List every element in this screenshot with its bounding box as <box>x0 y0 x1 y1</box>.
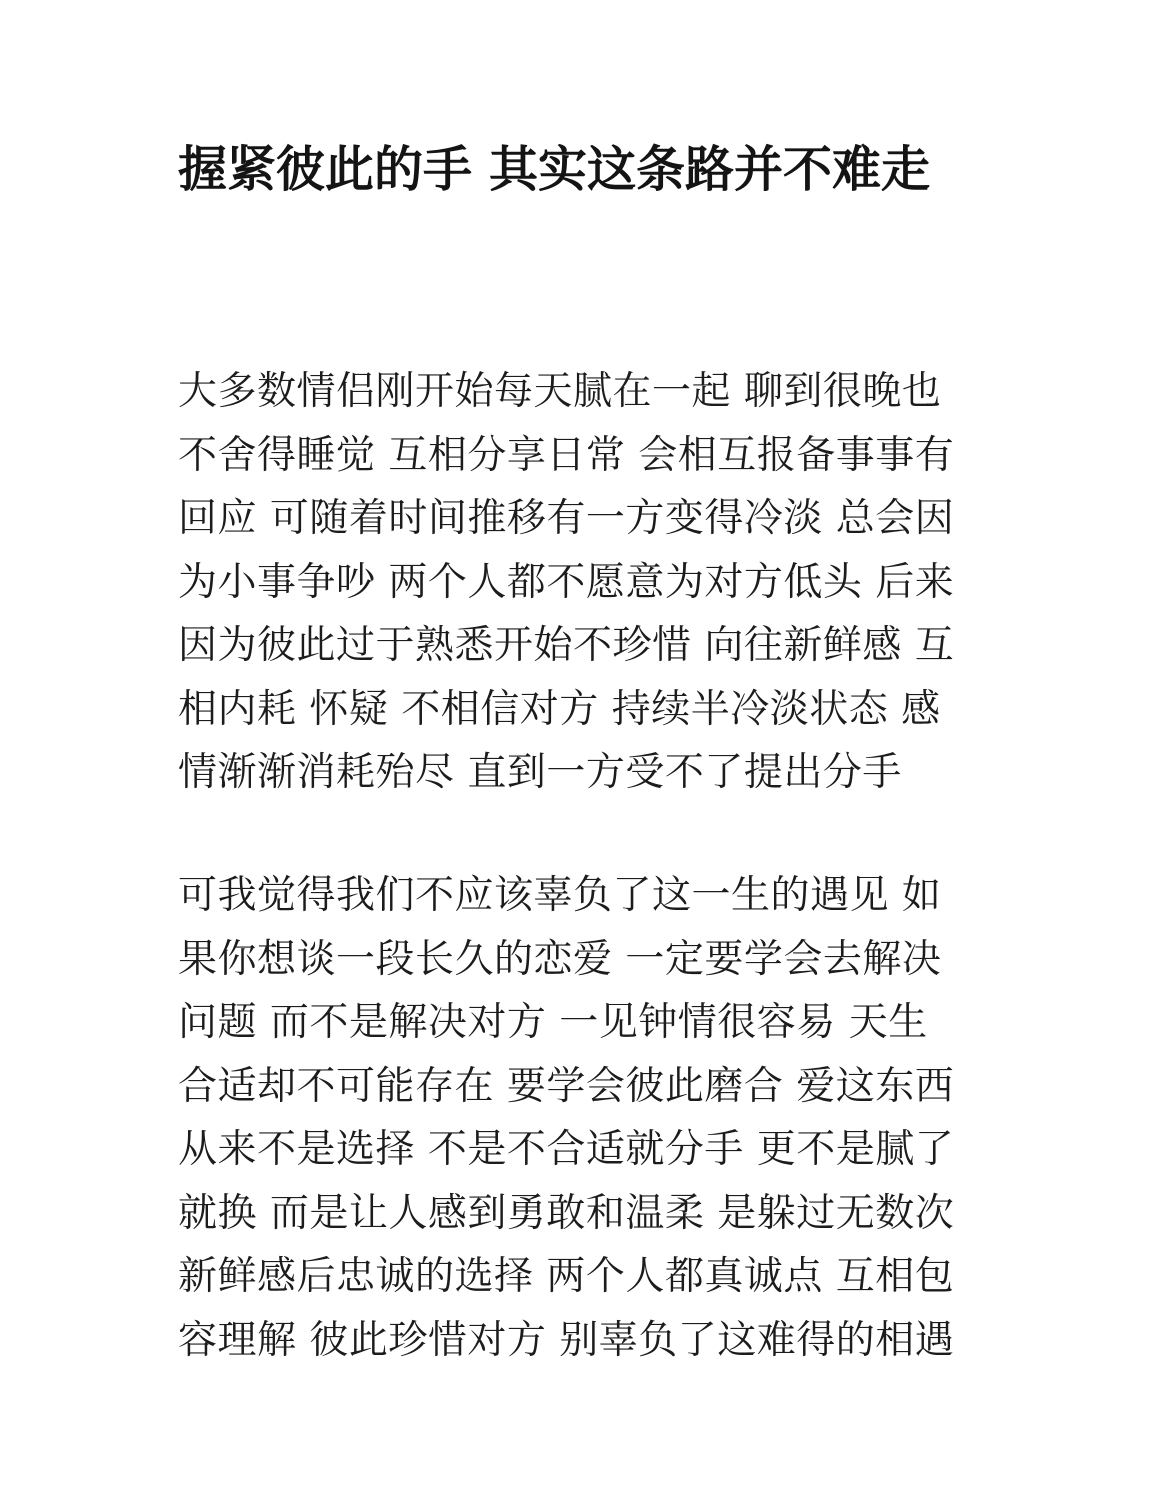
text-line: 就换 而是让人感到勇敢和温柔 是躲过无数次 <box>178 1190 955 1236</box>
text-line: 不舍得睡觉 互相分享日常 会相互报备事事有 <box>178 432 955 478</box>
text-line: 从来不是选择 不是不合适就分手 更不是腻了 <box>178 1127 955 1172</box>
paragraph-2 <box>178 864 1008 1372</box>
paragraph-1 <box>178 360 1008 805</box>
text-line: 果你想谈一段长久的恋爱 一定要学会去解决 <box>178 936 942 982</box>
text-line: 相内耗 怀疑 不相信对方 持续半冷淡状态 感 <box>178 686 941 732</box>
text-line: 回应 可随着时间推移有一方变得冷淡 总会因 <box>178 496 955 541</box>
text-line: 因为彼此过于熟悉开始不珍惜 向往新鲜感 互 <box>178 623 955 668</box>
text-line: 合适却不可能存在 要学会彼此磨合 爱这东西 <box>178 1063 955 1109</box>
article-title: 握紧彼此的手 其实这条路并不难走 <box>178 141 931 198</box>
text-line: 新鲜感后忠诚的选择 两个人都真诚点 互相包 <box>178 1254 955 1299</box>
text-line: 大多数情侣刚开始每天腻在一起 聊到很晚也 <box>178 369 942 414</box>
text-line: 容理解 彼此珍惜对方 别辜负了这难得的相遇 <box>178 1317 955 1363</box>
text-line: 为小事争吵 两个人都不愿意为对方低头 后来 <box>178 559 955 605</box>
text-line: 问题 而不是解决对方 一见钟情很容易 天生 <box>178 1000 928 1045</box>
text-line: 可我觉得我们不应该辜负了这一生的遇见 如 <box>178 873 942 918</box>
text-line: 情渐渐消耗殆尽 直到一方受不了提出分手 <box>178 750 902 795</box>
